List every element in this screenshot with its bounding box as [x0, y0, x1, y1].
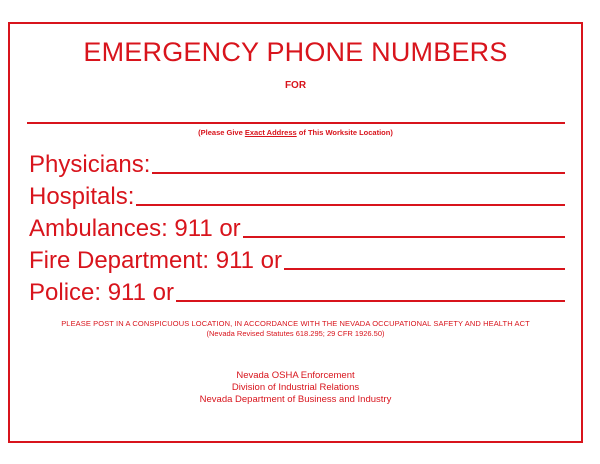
address-note: [10, 128, 581, 137]
field-label: Fire Department: 911 or: [29, 247, 282, 274]
physicians-blank-line: [152, 172, 565, 174]
statute-reference: (Nevada Revised Statutes 618.295; 29 CFR 1926.50): [206, 329, 385, 338]
agency-line: Nevada Department of Business and Industry: [199, 394, 392, 405]
police-field: [29, 275, 565, 307]
field-label: Physicians:: [29, 151, 151, 178]
ambulances-blank-line: [243, 236, 565, 238]
field-label: Ambulances: 911 or: [29, 215, 241, 242]
ambulances-field: [29, 211, 565, 243]
physicians-field: [29, 147, 565, 179]
field-label: Hospitals:: [29, 183, 135, 210]
fire-department-field: [29, 243, 565, 275]
hospitals-field: [29, 179, 565, 211]
field-label: Police: 911 or: [29, 279, 174, 306]
for-label: FOR: [284, 80, 307, 91]
fire-department-blank-line: [284, 268, 565, 270]
address-note-prefix: (Please Give: [198, 128, 245, 137]
address-blank-line: [27, 122, 565, 124]
address-note-suffix: of This Worksite Location): [296, 128, 393, 137]
agency-line: Nevada OSHA Enforcement: [236, 370, 355, 381]
police-blank-line: [176, 300, 565, 302]
phone-fields: [29, 147, 565, 307]
posting-notice: PLEASE POST IN A CONSPICUOUS LOCATION, IN ACCORDANCE WITH THE NEVADA OCCUPATIONAL SAFETY AND HEALTH ACT: [61, 319, 530, 328]
address-note-underlined: Exact Address: [244, 128, 297, 137]
emergency-sign: [8, 22, 583, 443]
hospitals-blank-line: [136, 204, 565, 206]
sign-title: EMERGENCY PHONE NUMBERS: [83, 37, 508, 67]
agency-line: Division of Industrial Relations: [231, 382, 360, 393]
agency-block: [10, 370, 581, 406]
